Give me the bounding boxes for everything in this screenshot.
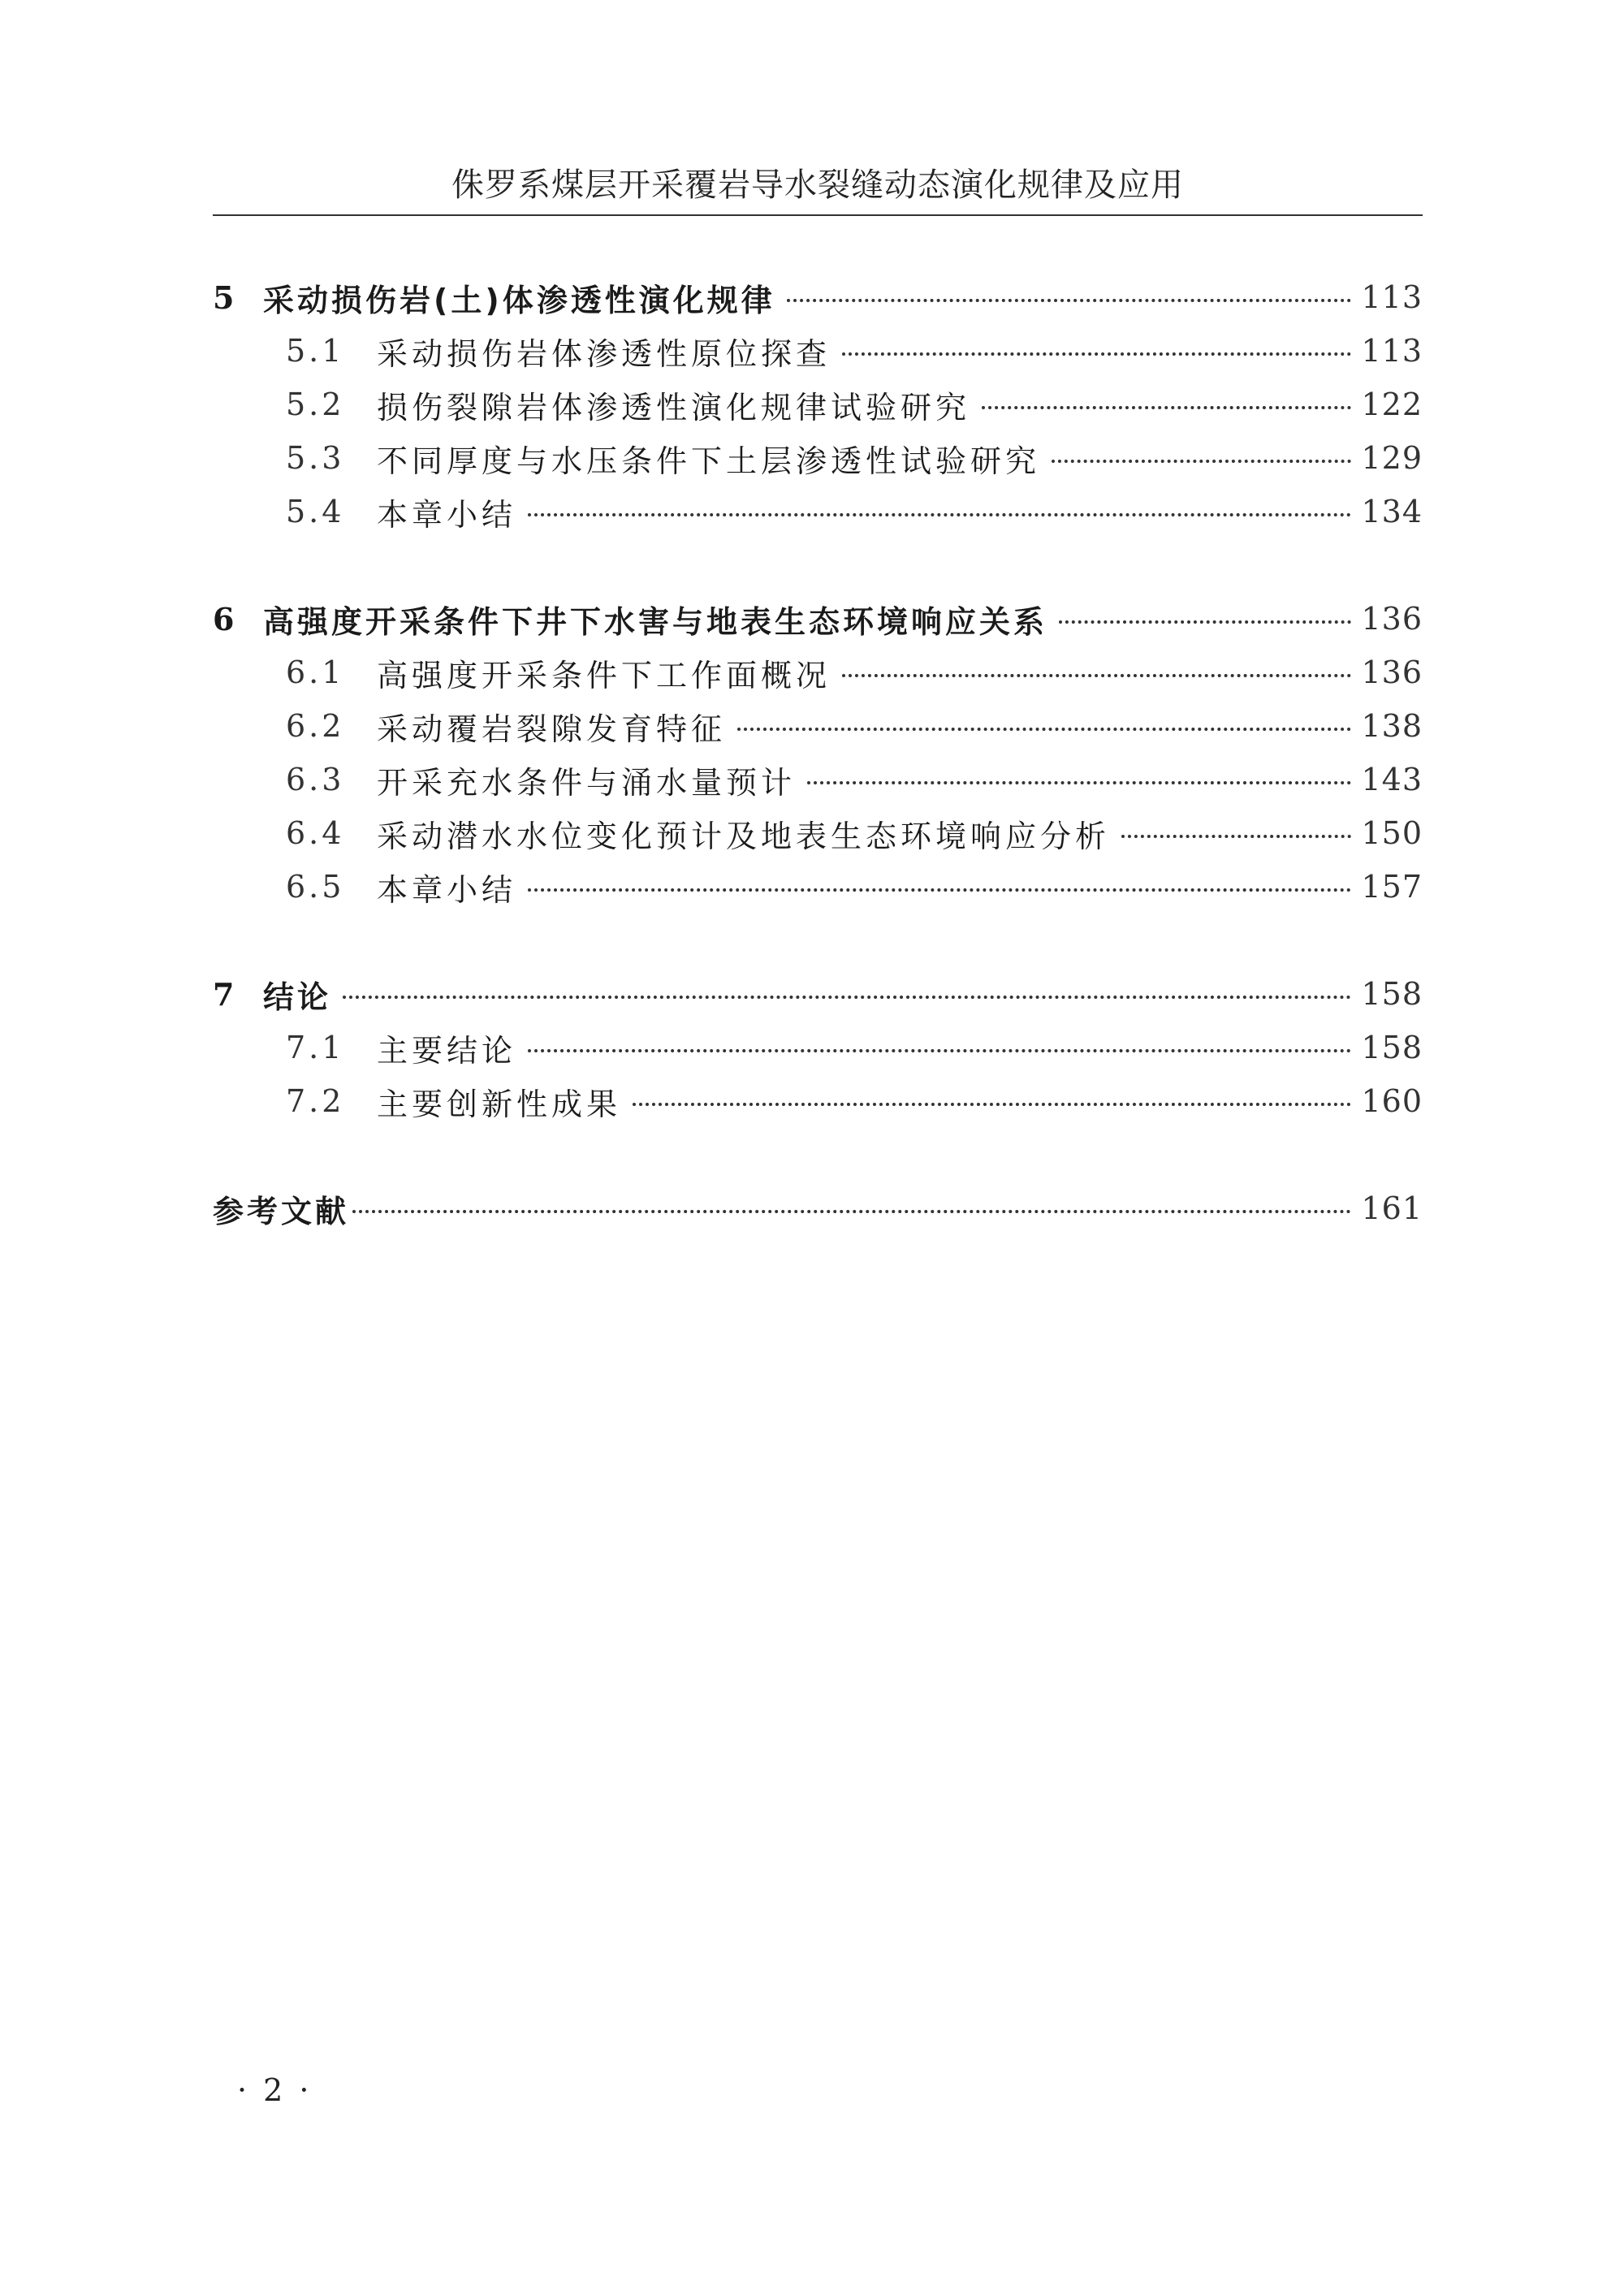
- toc-section-6-4[interactable]: [213, 809, 1423, 858]
- toc-section-6-2[interactable]: [213, 702, 1423, 750]
- page-number: 134: [1361, 494, 1423, 529]
- toc-section-7-1[interactable]: [213, 1023, 1423, 1072]
- page-number: 113: [1361, 333, 1423, 369]
- page-number: 136: [1361, 601, 1423, 637]
- page-number: 160: [1361, 1083, 1423, 1119]
- toc-section-6-5[interactable]: [213, 862, 1423, 911]
- toc-section-6-1[interactable]: [213, 648, 1423, 697]
- toc-section-5-3[interactable]: [213, 434, 1423, 482]
- page-number: 150: [1361, 815, 1423, 851]
- section-title: 高强度开采条件下工作面概况: [377, 657, 831, 693]
- toc-references[interactable]: [213, 1184, 1423, 1233]
- chapter-title: 高强度开采条件下井下水害与地表生态环境响应关系: [263, 603, 1048, 640]
- running-header: 侏罗系煤层开采覆岩导水裂缝动态演化规律及应用: [451, 166, 1184, 204]
- toc-chapter-5[interactable]: [213, 273, 1423, 322]
- toc-section-6-3[interactable]: [213, 755, 1423, 804]
- chapter-number: 5: [213, 279, 235, 316]
- page-number: 143: [1361, 762, 1423, 797]
- dot-leader: [528, 513, 1351, 516]
- page-number: 158: [1361, 1030, 1423, 1065]
- section-title: 不同厚度与水压条件下土层渗透性试验研究: [377, 443, 1041, 479]
- toc-chapter-7[interactable]: [213, 970, 1423, 1018]
- section-number: 7.1: [286, 1030, 345, 1065]
- dot-leader: [787, 299, 1352, 302]
- section-number: 6.5: [286, 869, 345, 905]
- section-number: 6.4: [286, 815, 345, 851]
- section-number: 6.1: [286, 655, 345, 690]
- page-number: 129: [1361, 440, 1423, 476]
- toc-section-5-1[interactable]: [213, 326, 1423, 375]
- page-number: 157: [1361, 869, 1423, 905]
- chapter-title: 结论: [263, 979, 332, 1015]
- page-number: 138: [1361, 708, 1423, 744]
- dot-leader: [737, 728, 1351, 731]
- dot-leader: [528, 888, 1351, 892]
- section-number: 6.2: [286, 708, 345, 744]
- toc-section-7-2[interactable]: [213, 1077, 1423, 1125]
- page-folio: · 2 ·: [237, 2072, 313, 2108]
- dot-leader: [528, 1049, 1351, 1052]
- section-number: 6.3: [286, 762, 345, 797]
- section-number: 7.2: [286, 1083, 345, 1119]
- page-number: 122: [1361, 387, 1423, 422]
- section-title: 采动损伤岩体渗透性原位探查: [377, 335, 831, 372]
- toc-chapter-6[interactable]: [213, 594, 1423, 643]
- section-title: 损伤裂隙岩体渗透性演化规律试验研究: [377, 389, 971, 426]
- section-title: 开采充水条件与涌水量预计: [377, 764, 797, 801]
- chapter-number: 7: [213, 975, 235, 1013]
- section-title: 主要创新性成果: [377, 1086, 622, 1122]
- section-number: 5.2: [286, 387, 345, 422]
- header-rule: [213, 214, 1423, 216]
- page-number: 136: [1361, 655, 1423, 690]
- toc-section-5-2[interactable]: [213, 380, 1423, 429]
- chapter-title: 采动损伤岩(土)体渗透性演化规律: [263, 282, 775, 318]
- section-title: 本章小结: [377, 871, 517, 908]
- section-title: 采动潜水水位变化预计及地表生态环境响应分析: [377, 818, 1111, 854]
- dot-leader: [633, 1103, 1351, 1106]
- dot-leader: [1059, 620, 1351, 624]
- chapter-number: 6: [213, 600, 235, 637]
- section-number: 5.4: [286, 494, 345, 529]
- dot-leader: [1121, 835, 1351, 838]
- section-title: 主要结论: [377, 1032, 517, 1069]
- dot-leader: [842, 674, 1351, 677]
- page-number: 113: [1361, 279, 1423, 315]
- page-number: 158: [1361, 976, 1423, 1012]
- dot-leader: [982, 406, 1351, 409]
- dot-leader: [842, 352, 1351, 356]
- dot-leader: [343, 996, 1351, 999]
- toc-section-5-4[interactable]: [213, 487, 1423, 536]
- section-title: 采动覆岩裂隙发育特征: [377, 711, 727, 747]
- dot-leader: [1052, 460, 1351, 463]
- dot-leader: [352, 1210, 1351, 1213]
- references-title: 参考文献: [213, 1193, 350, 1229]
- page-number: 161: [1361, 1190, 1423, 1226]
- section-number: 5.3: [286, 440, 345, 476]
- section-title: 本章小结: [377, 496, 517, 533]
- section-number: 5.1: [286, 333, 345, 369]
- dot-leader: [807, 781, 1351, 784]
